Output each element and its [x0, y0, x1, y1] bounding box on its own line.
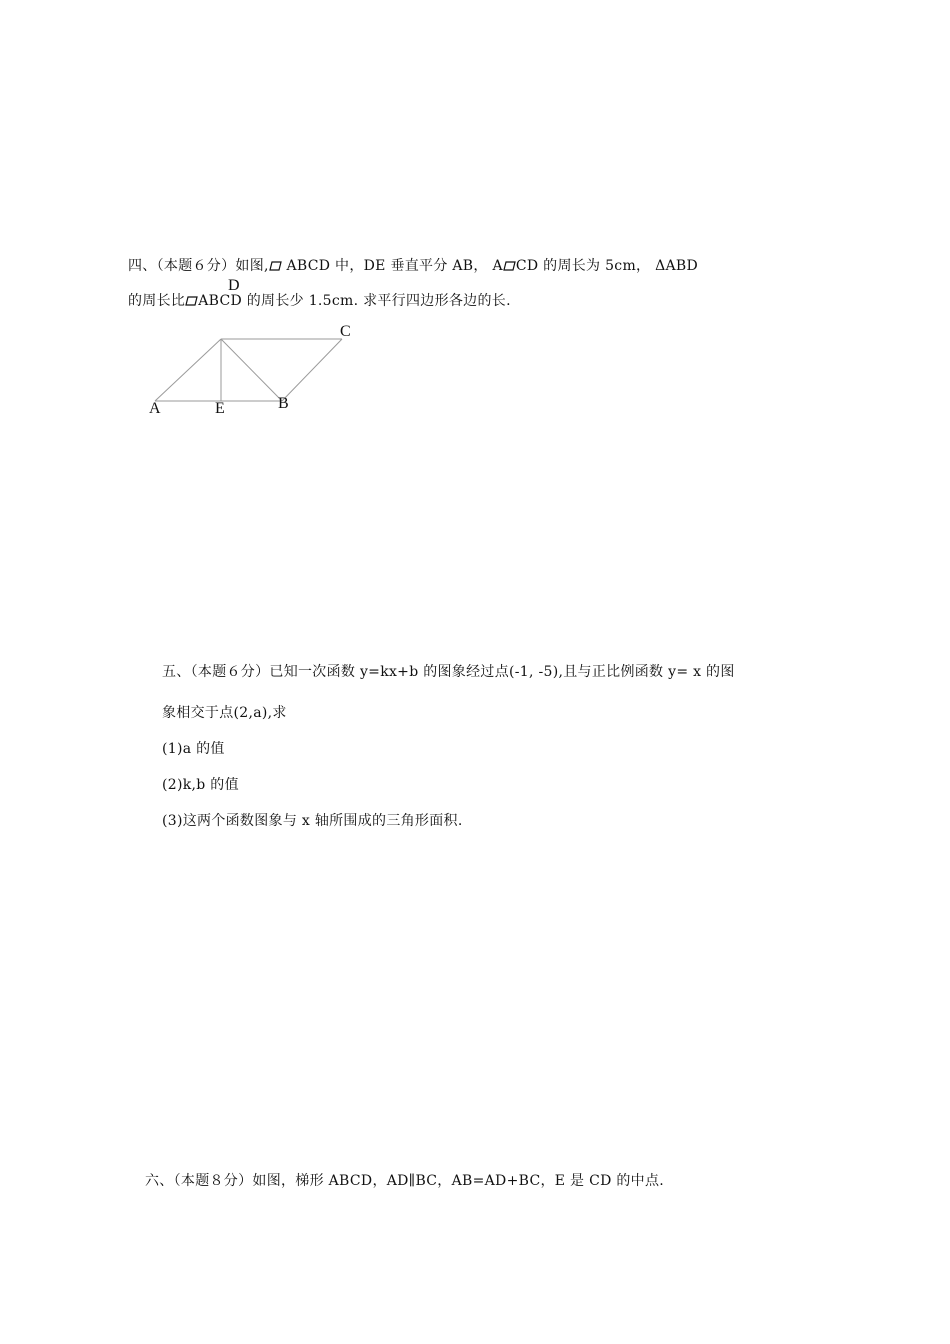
segment-cb	[282, 339, 342, 401]
q5-line-2: 象相交于点(2,a),求	[162, 705, 287, 721]
q4-line-2-prefix: 的周长比	[128, 293, 186, 309]
q5-part-1: (1)a 的值	[162, 741, 225, 757]
q5-line-1: 五、（本题６分）已知一次函数 y=kx+b 的图象经过点(-1, -5),且与正比例函数 y= x 的图	[162, 664, 735, 680]
q4-line-1	[128, 255, 698, 275]
vertex-label-e: E	[215, 400, 225, 417]
parallelogram-icon	[185, 296, 198, 306]
q4-line-1-suffix: CD 的周长为 5cm， ΔABD	[515, 258, 699, 274]
q5-part-2: (2)k,b 的值	[162, 777, 239, 793]
vertex-label-a: A	[149, 400, 161, 417]
q4-line-1-prefix: 四、（本题６分）如图,	[128, 258, 269, 274]
segment-ad	[155, 339, 221, 401]
q6-line-1: 六、（本题８分）如图，梯形 ABCD，AD∥BC，AB=AD+BC，E 是 CD 的中点.	[145, 1173, 665, 1189]
parallelogram-icon	[269, 261, 282, 271]
q4-line-2-suffix: ABCD 的周长少 1.5cm. 求平行四边形各边的长.	[198, 293, 511, 309]
segment-db	[221, 339, 282, 401]
q4-line-1-middle: ABCD 中，DE 垂直平分 AB， A	[281, 258, 503, 274]
parallelogram-icon	[503, 261, 516, 271]
vertex-label-b: B	[278, 395, 289, 412]
q5-part-3: (3)这两个函数图象与 x 轴所围成的三角形面积.	[162, 813, 463, 829]
q4-line-2	[128, 290, 511, 310]
stray-label-d: D	[228, 277, 240, 294]
vertex-label-c: C	[340, 323, 351, 340]
